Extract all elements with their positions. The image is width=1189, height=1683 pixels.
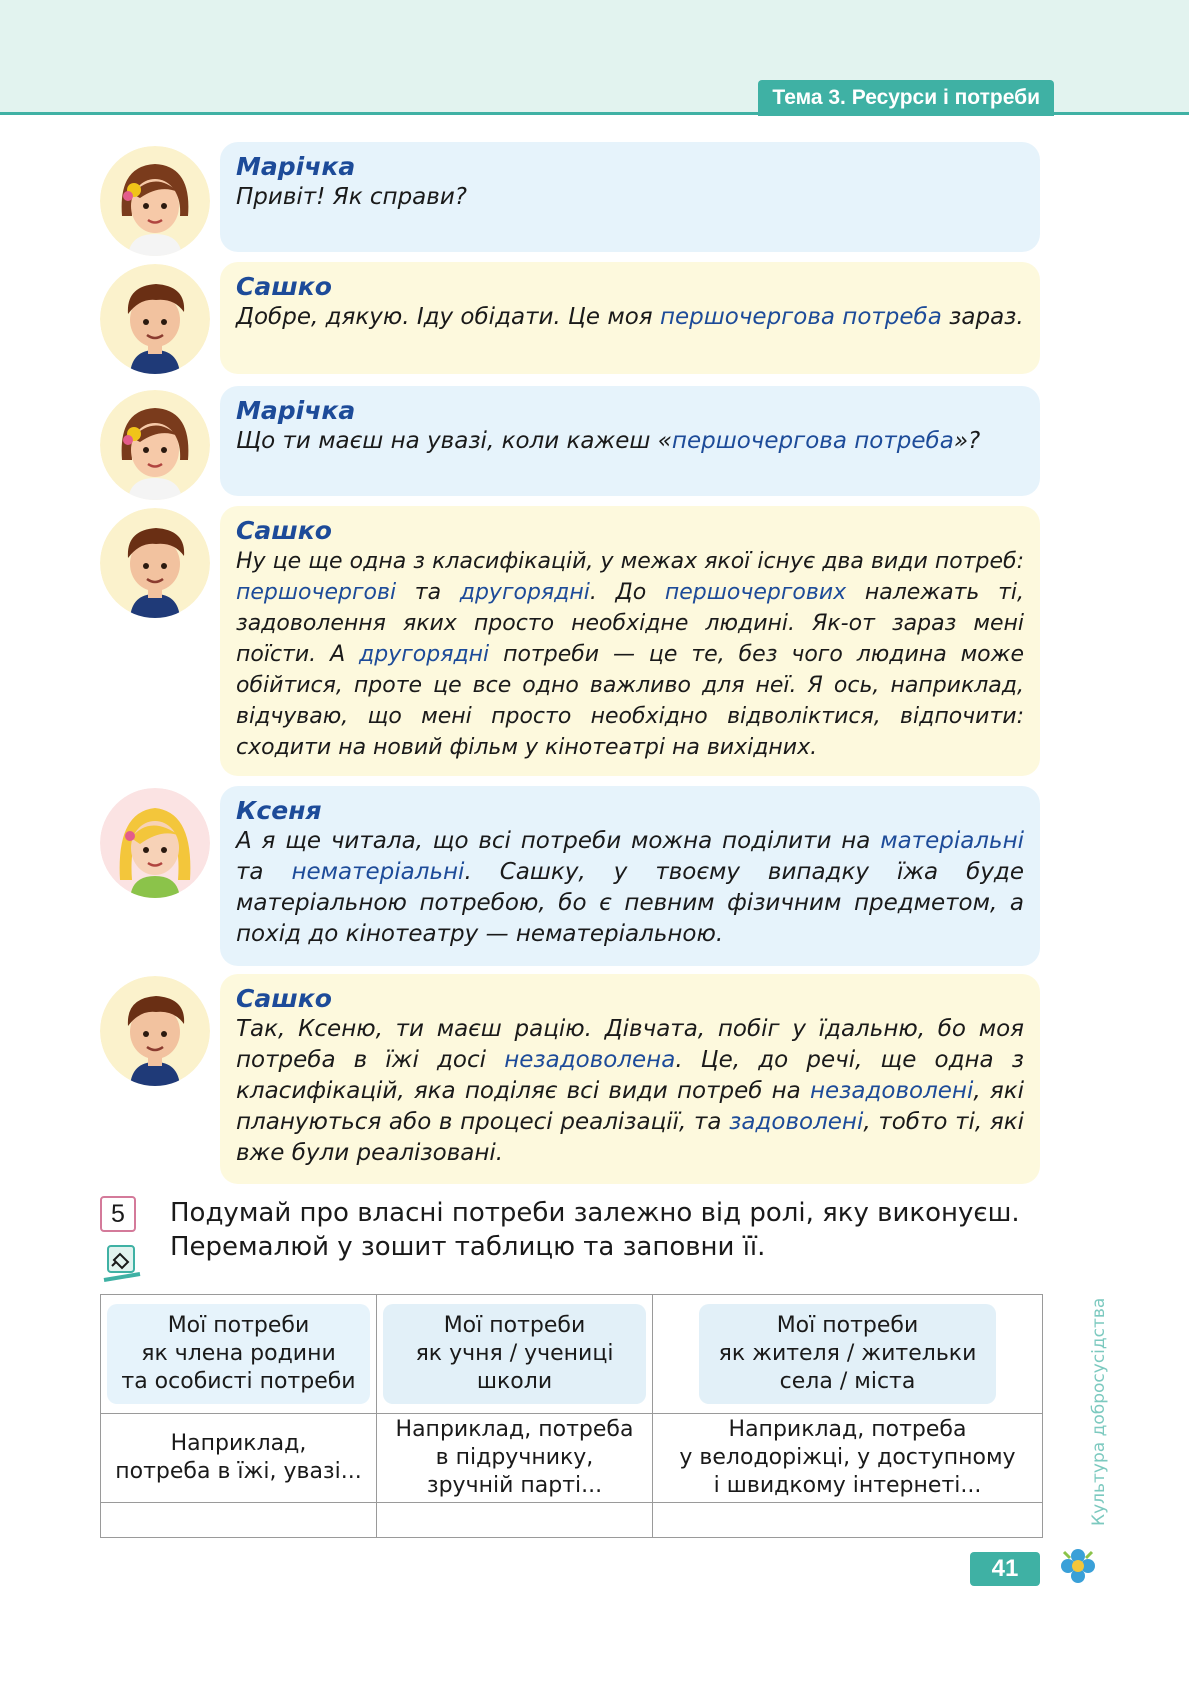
speech-fragment: А я ще читала, що всі потреби можна поділити на xyxy=(236,828,881,854)
topic-label: Тема 3. Ресурси і потреби xyxy=(758,80,1054,116)
speech-text xyxy=(236,182,1024,213)
highlighted-term: першочергова потреба xyxy=(659,304,942,330)
avatar-sashko xyxy=(100,976,210,1086)
speech-bubble xyxy=(220,786,1040,966)
speech-fragment: та xyxy=(236,859,292,885)
avatar-sashko xyxy=(100,508,210,618)
speech-fragment: Добре, дякую. Іду обідати. Це моя xyxy=(236,304,660,330)
side-caption-text: Культура добросусідства xyxy=(1089,1297,1109,1526)
header-line: села / міста xyxy=(779,1369,916,1394)
speech-fragment: , тобто ті, які вже були реалізовані. xyxy=(236,1109,1024,1166)
header-line: Мої потреби xyxy=(776,1313,919,1338)
speech-text xyxy=(236,302,1024,333)
header-line: школи xyxy=(476,1369,553,1394)
task-instructions xyxy=(170,1196,1050,1264)
speech-bubble xyxy=(220,262,1040,374)
speech-bubble xyxy=(220,386,1040,496)
speech-text xyxy=(236,546,1024,763)
dialog-row xyxy=(100,142,1040,252)
speech-fragment: Ну це ще одна з класифікацій, у межах якої існує два види потреб: xyxy=(236,549,1024,574)
speech-bubble xyxy=(220,142,1040,252)
speech-fragment: Що ти маєш на увазі, коли кажеш « xyxy=(236,428,672,454)
speech-fragment: . До xyxy=(589,580,665,605)
table-row xyxy=(101,1414,1043,1503)
avatar-marichka xyxy=(100,146,210,256)
highlighted-term: другорядні xyxy=(459,580,590,605)
speech-fragment: зараз. xyxy=(941,304,1024,330)
speaker-name: Марічка xyxy=(236,396,356,425)
header-line: як учня / учениці xyxy=(415,1341,614,1366)
header-line: Мої потреби xyxy=(167,1313,310,1338)
page-number: 41 xyxy=(970,1552,1040,1586)
speech-fragment: . Це, до речі, ще одна з класифікацій, яка поділяє всі види потреб на xyxy=(236,1047,1024,1104)
dialog-row xyxy=(100,974,1040,1184)
cell-line: Наприклад, потреба xyxy=(728,1417,967,1442)
cell-line: в підручнику, xyxy=(435,1445,594,1470)
highlighted-term: незадоволена xyxy=(504,1047,676,1073)
highlighted-term: другорядні xyxy=(359,642,490,667)
highlighted-term: першочергових xyxy=(664,580,847,605)
task-number: 5 xyxy=(100,1196,136,1232)
cell-line: Наприклад, потреба xyxy=(395,1417,634,1442)
flower-icon xyxy=(1058,1546,1098,1586)
table-cell xyxy=(377,1414,653,1503)
speech-fragment: та xyxy=(396,580,460,605)
table-cell xyxy=(101,1414,377,1503)
section-side-caption xyxy=(1076,1290,1116,1530)
speech-text xyxy=(236,826,1024,950)
highlighted-term: матеріальні xyxy=(880,828,1024,854)
table-header-row xyxy=(101,1295,1043,1414)
table-cell xyxy=(653,1503,1043,1538)
cell-line: потреба в їжі, увазі... xyxy=(115,1459,362,1484)
speech-text xyxy=(236,1014,1024,1169)
needs-table xyxy=(100,1294,1043,1538)
highlighted-term: незадоволені xyxy=(809,1078,974,1104)
table-header-cell xyxy=(101,1295,377,1414)
speech-bubble xyxy=(220,974,1040,1184)
cell-line: у велодоріжці, у доступному xyxy=(679,1445,1016,1470)
cell-line: Наприклад, xyxy=(170,1431,307,1456)
speech-fragment: Так, Ксеню, ти маєш рацію. Дівчата, побіг у їдальню, бо моя потреба в їжі досі xyxy=(236,1016,1024,1073)
table-cell xyxy=(653,1414,1043,1503)
avatar-kseniia xyxy=(100,788,210,898)
table-row-empty xyxy=(101,1503,1043,1538)
speaker-name: Сашко xyxy=(236,272,332,301)
speech-fragment: . Сашку, у твоєму випадку їжа буде матеріальною потребою, бо є певним фізичним предметом, а похід до кінотеатру — нематеріальною. xyxy=(236,859,1024,947)
notebook-icon xyxy=(100,1240,144,1284)
speech-fragment: »? xyxy=(953,428,981,454)
table-header-cell xyxy=(653,1295,1043,1414)
speaker-name: Сашко xyxy=(236,984,332,1013)
highlighted-term: нематеріальні xyxy=(291,859,465,885)
cell-line: і швидкому інтернеті... xyxy=(713,1473,982,1498)
header-line: та особисті потреби xyxy=(121,1369,356,1394)
table-cell xyxy=(377,1503,653,1538)
speech-fragment: , які плануються або в процесі реалізації, та xyxy=(236,1078,1024,1135)
speaker-name: Ксеня xyxy=(236,796,322,825)
highlighted-term: першочергова потреба xyxy=(671,428,954,454)
header-line: як члена родини xyxy=(141,1341,336,1366)
highlighted-term: задоволені xyxy=(729,1109,864,1135)
dialog-row xyxy=(100,506,1040,776)
speech-fragment: належать ті, задоволення яких просто необхідне людині. Як-от зараз мені поїсти. А xyxy=(236,580,1024,667)
task-line: Перемалюй у зошит таблицю та заповни її. xyxy=(170,1232,766,1262)
dialog-row xyxy=(100,386,1040,496)
header-line: як жителя / жительки xyxy=(718,1341,977,1366)
avatar-marichka xyxy=(100,390,210,500)
task-line: Подумай про власні потреби залежно від ролі, яку виконуєш. xyxy=(170,1198,1020,1228)
speech-bubble xyxy=(220,506,1040,776)
cell-line: зручній парті... xyxy=(426,1473,603,1498)
speaker-name: Марічка xyxy=(236,152,356,181)
table-cell xyxy=(101,1503,377,1538)
avatar-sashko xyxy=(100,264,210,374)
dialog-row xyxy=(100,262,1040,374)
highlighted-term: першочергові xyxy=(236,580,397,605)
speech-fragment: Привіт! Як справи? xyxy=(236,184,467,210)
speech-fragment: потреби — це те, без чого людина може обійтися, проте це все одно важливо для неї. Я ось, наприклад, відчуваю, що мені просто необхідно відволіктися, відпочити: сходити на новий фільм у кінотеатрі на вихідних. xyxy=(236,642,1025,760)
speaker-name: Сашко xyxy=(236,516,332,545)
speech-text xyxy=(236,426,1024,457)
header-line: Мої потреби xyxy=(443,1313,586,1338)
dialog-row xyxy=(100,786,1040,966)
table-header-cell xyxy=(377,1295,653,1414)
